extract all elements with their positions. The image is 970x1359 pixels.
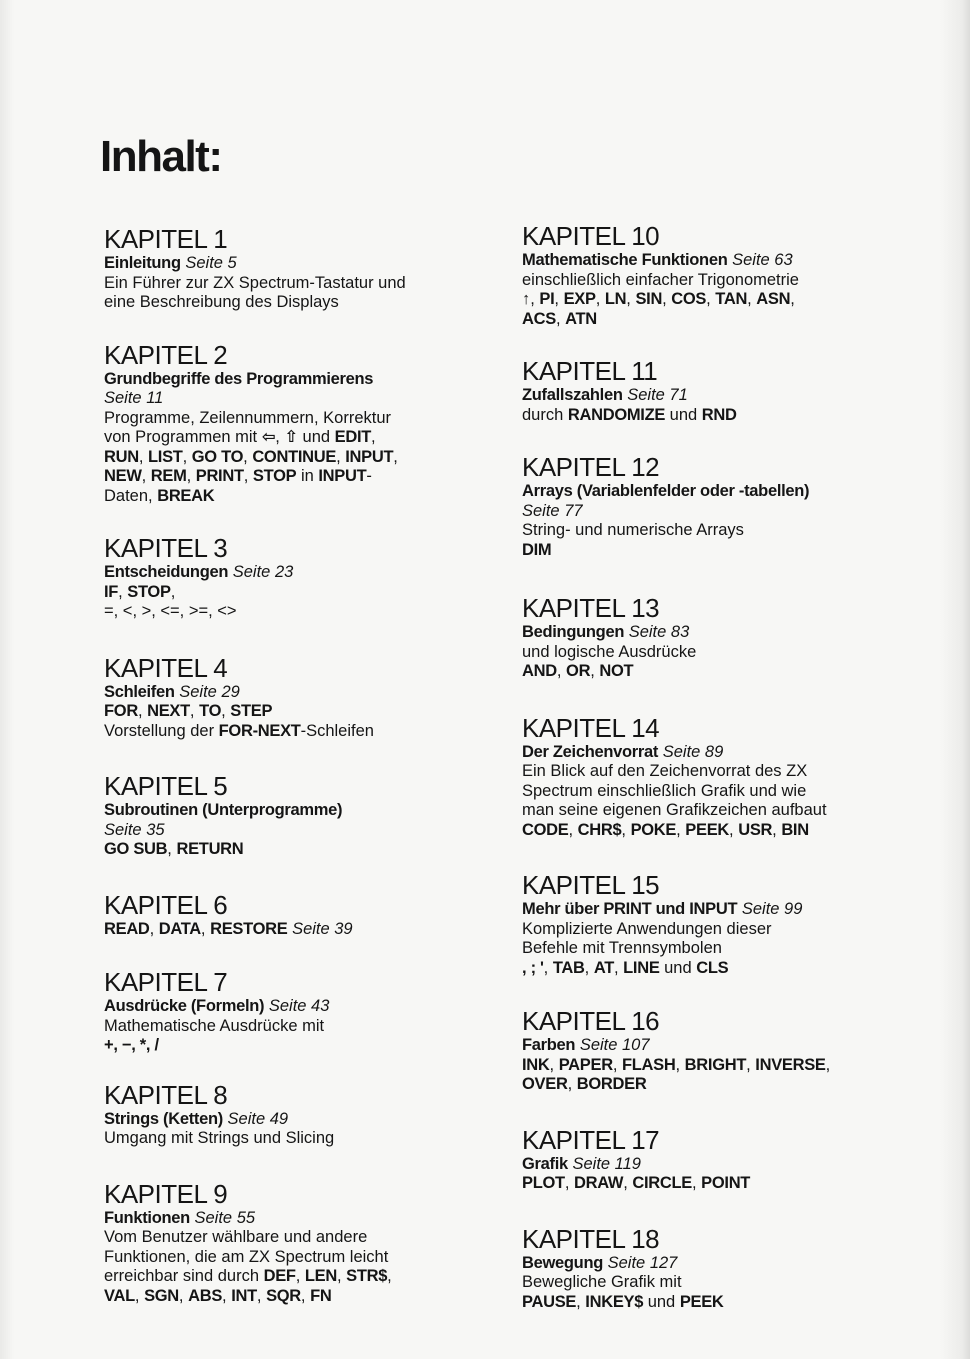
keyword-text: CIRCLE — [632, 1174, 692, 1192]
keyword-text: PLOT — [522, 1174, 565, 1192]
toc-chapter — [522, 356, 942, 425]
chapter-description-line — [522, 623, 942, 643]
chapter-heading: KAPITEL 7 — [104, 967, 228, 997]
text-segment: , — [675, 1055, 685, 1074]
text-segment: ↑ — [522, 290, 531, 308]
chapter-description-line — [104, 920, 524, 940]
chapter-heading: KAPITEL 10 — [522, 221, 660, 251]
text-segment: , — [200, 919, 211, 938]
keyword-text: STOP — [127, 582, 171, 601]
page-reference: Seite 107 — [579, 1036, 650, 1054]
keyword-text: DEF — [263, 1267, 296, 1285]
chapter-heading: KAPITEL 9 — [104, 1178, 228, 1209]
toc-chapter — [522, 1224, 942, 1313]
keyword-text: RESTORE — [210, 919, 288, 938]
text-segment: Mathematische Ausdrücke mit — [104, 1016, 325, 1035]
text-segment: , — [336, 447, 346, 466]
keyword-text: TAB — [552, 958, 585, 977]
page-reference: Seite 43 — [268, 997, 330, 1015]
text-segment: , — [178, 1286, 189, 1305]
text-segment: , — [790, 290, 795, 308]
page-reference: Seite 99 — [741, 900, 803, 918]
keyword-text: Schleifen — [104, 682, 175, 701]
text-segment: erreichbar sind durch — [104, 1267, 264, 1285]
keyword-text: PAPER — [558, 1055, 613, 1074]
keyword-text: NOT — [599, 662, 634, 680]
chapter-description-line — [104, 254, 524, 274]
text-segment: , — [623, 1174, 633, 1192]
text-segment: , — [387, 1267, 392, 1285]
text-segment: , — [393, 447, 398, 466]
keyword-text: Grundbegriffe des Programmierens — [104, 369, 374, 388]
text-segment: , — [167, 840, 177, 858]
keyword-text: SIN — [635, 290, 663, 308]
chapter-description-line — [522, 1036, 942, 1056]
chapter-heading: KAPITEL 1 — [104, 224, 228, 254]
text-segment: , — [295, 1267, 305, 1285]
chapter-description-line — [104, 1110, 524, 1130]
text-segment: in — [296, 467, 319, 485]
text-segment: , — [706, 290, 716, 308]
text-segment: Funktionen, die am ZX Spectrum leicht — [104, 1247, 389, 1266]
page-reference: Seite 119 — [572, 1154, 641, 1173]
chapter-heading: KAPITEL 13 — [522, 593, 660, 623]
keyword-text: LN — [604, 290, 627, 308]
keyword-text: Entscheidungen — [104, 563, 229, 581]
text-segment: Ein Führer zur ZX Spectrum-Tastatur und — [104, 273, 406, 292]
text-segment: Spectrum einschließlich Grafik und wie — [522, 781, 807, 800]
text-segment: Vorstellung der — [104, 721, 219, 740]
keyword-text: INK — [522, 1055, 550, 1074]
chapter-description-line — [522, 1056, 942, 1076]
keyword-text: Mehr über PRINT und INPUT — [522, 900, 738, 918]
page-reference: Seite 127 — [607, 1253, 678, 1272]
keyword-text: +, −, *, / — [104, 1036, 159, 1054]
text-segment: , — [555, 309, 566, 328]
toc-chapter — [104, 890, 524, 940]
text-segment: , — [138, 447, 149, 466]
keyword-text: PRINT — [195, 467, 244, 485]
chapter-description-line — [522, 743, 942, 763]
chapter-description-line — [104, 1036, 524, 1056]
chapter-description-line — [104, 602, 524, 622]
keyword-text: AT — [593, 958, 614, 977]
text-segment: , — [134, 1286, 145, 1305]
text-segment: , — [243, 467, 253, 485]
keyword-text: Der Zeichenvorrat — [522, 742, 659, 761]
keyword-text: FOR-NEXT — [218, 721, 301, 740]
chapter-heading: KAPITEL 6 — [104, 889, 228, 920]
keyword-text: INVERSE — [755, 1055, 826, 1074]
keyword-text: INPUT — [345, 447, 394, 466]
text-segment: , — [662, 290, 672, 308]
chapter-description-line — [104, 1267, 524, 1287]
text-segment: Umgang mit Strings und Slicing — [104, 1129, 335, 1147]
page-reference: Seite 11 — [104, 389, 164, 407]
text-segment: , — [584, 958, 594, 977]
keyword-text: OR — [566, 662, 591, 680]
keyword-text: RANDOMIZE — [567, 405, 666, 424]
page-reference: Seite 63 — [732, 251, 793, 269]
chapter-description-line — [104, 1129, 524, 1149]
chapter-description-line — [104, 801, 524, 821]
text-segment: , — [186, 467, 196, 485]
chapter-description-line — [522, 1155, 942, 1175]
chapter-description-line — [104, 1248, 524, 1268]
keyword-text: TAN — [715, 290, 748, 308]
chapter-description-line — [104, 840, 524, 860]
toc-chapter — [522, 452, 942, 560]
chapter-description-line — [522, 782, 942, 802]
chapter-heading: KAPITEL 18 — [522, 1223, 660, 1254]
chapter-description-line — [104, 583, 524, 603]
keyword-text: DATA — [158, 919, 201, 938]
page-reference: Seite 23 — [232, 563, 294, 581]
text-segment: , — [149, 919, 159, 938]
keyword-text: PAUSE — [522, 1292, 577, 1311]
chapter-heading: KAPITEL 15 — [522, 870, 660, 900]
keyword-text: RND — [701, 405, 737, 424]
keyword-text: LINE — [623, 958, 660, 977]
keyword-text: SQR — [266, 1286, 301, 1305]
chapter-description-line — [522, 482, 942, 502]
toc-chapter — [104, 340, 524, 507]
text-segment: , — [141, 467, 151, 485]
chapter-description-line — [522, 1273, 942, 1293]
text-segment: durch — [522, 405, 568, 424]
keyword-text: CHR$ — [577, 820, 622, 839]
toc-chapter — [104, 533, 524, 622]
keyword-text: ⇦ — [261, 428, 276, 446]
keyword-text: CLS — [696, 958, 729, 977]
text-segment: , — [530, 290, 540, 308]
chapter-description-line — [522, 662, 942, 682]
keyword-text: ABS — [188, 1286, 223, 1305]
chapter-heading: KAPITEL 5 — [104, 771, 228, 801]
keyword-text: Ausdrücke (Formeln) — [104, 997, 265, 1015]
text-segment: , — [556, 662, 567, 680]
keyword-text: RUN — [104, 447, 139, 466]
text-segment: String- und numerische Arrays — [522, 521, 744, 539]
keyword-text: Grafik — [522, 1154, 568, 1173]
text-segment: , — [275, 428, 285, 446]
keyword-text: ⇧ — [284, 428, 298, 446]
text-segment: , — [336, 1267, 347, 1285]
chapter-description-line — [104, 428, 524, 448]
toc-chapter — [104, 1179, 524, 1307]
chapter-description-line — [104, 1017, 524, 1037]
keyword-text: STR$ — [346, 1267, 388, 1285]
chapter-heading: KAPITEL 8 — [104, 1079, 228, 1110]
keyword-text: BREAK — [157, 486, 215, 505]
page-reference: Seite 5 — [185, 254, 237, 272]
text-segment: , — [371, 428, 376, 446]
text-segment: , — [564, 1174, 574, 1192]
keyword-text: ACS — [522, 309, 556, 328]
toc-right-column — [522, 193, 942, 1312]
toc-chapter — [522, 1006, 942, 1095]
keyword-text: ATN — [565, 309, 597, 328]
chapter-description-line — [104, 370, 524, 390]
page-reference: Seite 39 — [292, 919, 353, 938]
chapter-description-line — [104, 467, 524, 487]
chapter-description-line — [522, 1075, 942, 1095]
text-segment: , — [746, 1055, 756, 1074]
text-segment: , — [568, 820, 578, 839]
keyword-text: Bewegung — [522, 1253, 604, 1272]
text-segment: , — [576, 1292, 586, 1311]
chapter-description-line — [104, 997, 524, 1017]
text-segment: Bewegliche Grafik mit — [522, 1273, 682, 1291]
chapter-description-line — [104, 487, 524, 507]
chapter-heading: KAPITEL 17 — [522, 1124, 660, 1155]
keyword-text: POKE — [630, 820, 677, 839]
toc-chapter — [522, 221, 942, 329]
keyword-text: CODE — [522, 820, 569, 839]
chapter-description-line — [522, 406, 942, 426]
keyword-text: EXP — [563, 290, 596, 308]
toc-chapter — [104, 967, 524, 1056]
page-reference: Seite 49 — [227, 1109, 289, 1128]
chapter-description-line — [522, 643, 942, 663]
text-segment: , — [676, 820, 686, 839]
keyword-text: DRAW — [573, 1174, 624, 1192]
keyword-text: BIN — [781, 820, 809, 839]
keyword-text: CONTINUE — [252, 447, 337, 466]
keyword-text: INKEY$ — [585, 1292, 644, 1311]
text-segment: , — [613, 958, 624, 977]
keyword-text: STOP — [252, 467, 297, 485]
chapter-heading: KAPITEL 2 — [104, 339, 228, 370]
chapter-description-line — [104, 389, 524, 409]
chapter-description-line — [522, 310, 942, 330]
chapter-description-line — [104, 1287, 524, 1307]
keyword-text: GO SUB — [104, 840, 168, 858]
keyword-text: AND — [522, 662, 557, 680]
chapter-description-line — [522, 541, 942, 561]
chapter-heading: KAPITEL 12 — [522, 452, 660, 482]
keyword-text: POINT — [701, 1174, 751, 1192]
keyword-text: BORDER — [576, 1075, 647, 1093]
text-segment: und logische Ausdrücke — [522, 642, 697, 661]
text-segment: , — [221, 702, 231, 720]
chapter-description-line — [522, 290, 942, 310]
text-segment: , — [549, 1055, 559, 1074]
text-segment: , — [137, 702, 148, 720]
text-segment: , — [590, 662, 600, 680]
keyword-text: GO TO — [191, 447, 244, 466]
keyword-text: Arrays (Variablenfelder oder -tabellen) — [522, 482, 810, 500]
text-segment: , — [243, 447, 253, 466]
chapter-description-line — [522, 821, 942, 841]
text-segment: und — [297, 428, 335, 446]
text-segment: , — [692, 1174, 702, 1192]
text-segment: , — [621, 820, 631, 839]
toc-chapter — [104, 771, 524, 860]
page-reference: Seite 35 — [104, 820, 165, 839]
chapter-heading: KAPITEL 14 — [522, 712, 660, 743]
text-segment: , — [189, 702, 200, 720]
text-segment: Programme, Zeilennummern, Korrektur — [104, 408, 392, 427]
chapter-description-line — [522, 939, 942, 959]
text-segment: Vom Benutzer wählbare und andere — [104, 1228, 368, 1246]
chapter-description-line — [104, 293, 524, 313]
text-segment: , — [222, 1286, 232, 1305]
keyword-text: INT — [231, 1286, 257, 1305]
keyword-text: VAL — [104, 1286, 135, 1305]
text-segment: , — [825, 1055, 831, 1074]
chapter-description-line — [522, 251, 942, 271]
chapter-description-line — [104, 821, 524, 841]
chapter-description-line — [104, 448, 524, 468]
keyword-text: PI — [539, 290, 555, 308]
page-reference: Seite 83 — [628, 623, 690, 641]
toc-chapter — [522, 593, 942, 682]
keyword-text: Bedingungen — [522, 623, 625, 641]
keyword-text: LIST — [148, 447, 183, 466]
text-segment: , — [182, 447, 192, 466]
text-segment: , — [554, 290, 564, 308]
chapter-description-line — [522, 959, 942, 979]
chapter-description-line — [522, 271, 942, 291]
toc-chapter — [522, 713, 942, 841]
toc-chapter — [522, 1125, 942, 1194]
keyword-text: OVER — [522, 1075, 568, 1093]
keyword-text: NEXT — [147, 702, 190, 720]
keyword-text: Funktionen — [104, 1208, 190, 1227]
chapter-description-line — [104, 722, 524, 742]
page-reference: Seite 71 — [627, 386, 688, 404]
chapter-heading: KAPITEL 4 — [104, 652, 228, 683]
text-segment: Komplizierte Anwendungen dieser — [522, 919, 772, 938]
toc-left-column — [104, 196, 524, 1306]
text-segment: , — [772, 820, 782, 839]
keyword-text: IF — [104, 582, 119, 601]
chapter-description-line — [522, 521, 942, 541]
page-reference: Seite 29 — [179, 682, 240, 701]
text-segment: eine Beschreibung des Displays — [104, 293, 339, 311]
text-segment: , — [626, 290, 636, 308]
page-reference: Seite 77 — [522, 501, 583, 520]
keyword-text: INPUT — [318, 467, 367, 485]
text-segment: =, <, >, <=, >=, <> — [104, 602, 237, 620]
chapter-heading: KAPITEL 16 — [522, 1006, 660, 1036]
toc-chapter — [522, 870, 942, 978]
text-segment: , — [612, 1055, 622, 1074]
keyword-text: Zufallszahlen — [522, 386, 623, 404]
toc-chapter — [104, 1080, 524, 1149]
keyword-text: REM — [150, 467, 187, 485]
toc-chapter — [104, 224, 524, 313]
keyword-text: LEN — [304, 1267, 337, 1285]
text-segment: , — [118, 582, 128, 601]
keyword-text: COS — [671, 290, 707, 308]
keyword-text: Mathematische Funktionen — [522, 251, 728, 269]
keyword-text: FOR — [104, 702, 138, 720]
chapter-description-line — [522, 1293, 942, 1313]
keyword-text: READ — [104, 919, 150, 938]
chapter-description-line — [104, 1228, 524, 1248]
text-segment: und — [665, 405, 702, 424]
keyword-text: PEEK — [685, 820, 730, 839]
text-segment: - — [366, 467, 372, 485]
keyword-text: DIM — [522, 540, 552, 559]
text-segment: , — [595, 290, 605, 308]
text-segment: und — [643, 1292, 680, 1311]
page-reference: Seite 89 — [662, 742, 724, 761]
text-segment: , — [543, 958, 553, 977]
text-segment: , — [747, 290, 757, 308]
keyword-text: BRIGHT — [684, 1055, 747, 1074]
chapter-description-line — [104, 409, 524, 429]
keyword-text: USR — [738, 820, 773, 839]
text-segment: , — [170, 582, 176, 601]
keyword-text: RETURN — [176, 840, 244, 858]
keyword-text: FLASH — [622, 1055, 676, 1074]
chapter-description-line — [522, 1174, 942, 1194]
text-segment: , — [567, 1075, 577, 1093]
page-reference: Seite 55 — [194, 1208, 256, 1227]
text-segment: , — [256, 1286, 267, 1305]
chapter-description-line — [522, 1254, 942, 1274]
chapter-description-line — [522, 502, 942, 522]
keyword-text: ASN — [756, 290, 791, 308]
text-segment: von Programmen mit — [104, 428, 262, 446]
keyword-text: Subroutinen (Unterprogramme) — [104, 801, 343, 819]
chapter-description-line — [104, 274, 524, 294]
toc-chapter — [104, 653, 524, 742]
chapter-description-line — [104, 563, 524, 583]
chapter-description-line — [104, 683, 524, 703]
chapter-description-line — [522, 801, 942, 821]
text-segment: einschließlich einfacher Trigonometrie — [522, 270, 799, 289]
text-segment: Daten, — [104, 486, 158, 505]
text-segment: Befehle mit Trennsymbolen — [522, 939, 722, 957]
chapter-description-line — [104, 702, 524, 722]
keyword-text: PEEK — [679, 1292, 724, 1311]
keyword-text: EDIT — [334, 428, 372, 446]
text-segment: -Schleifen — [300, 721, 374, 740]
chapter-description-line — [522, 900, 942, 920]
keyword-text: Strings (Ketten) — [104, 1109, 223, 1128]
chapter-heading: KAPITEL 11 — [522, 356, 658, 386]
keyword-text: TO — [199, 702, 222, 720]
chapter-description-line — [522, 762, 942, 782]
keyword-text: SGN — [144, 1286, 179, 1305]
keyword-text: Einleitung — [104, 254, 181, 272]
chapter-description-line — [522, 920, 942, 940]
text-segment: , — [300, 1286, 311, 1305]
keyword-text: STEP — [230, 702, 273, 720]
text-segment: Ein Blick auf den Zeichenvorrat des ZX — [522, 762, 808, 780]
text-segment: man seine eigenen Grafikzeichen aufbaut — [522, 801, 827, 819]
keyword-text: FN — [310, 1286, 332, 1305]
text-segment: und — [659, 958, 697, 977]
keyword-text: , ; ' — [522, 958, 544, 977]
chapter-description-line — [522, 386, 942, 406]
chapter-heading: KAPITEL 3 — [104, 533, 228, 563]
text-segment: , — [729, 820, 739, 839]
keyword-text: Farben — [522, 1036, 576, 1054]
keyword-text: NEW — [104, 467, 142, 485]
page-title: Inhalt: — [100, 132, 222, 181]
chapter-description-line — [104, 1209, 524, 1229]
